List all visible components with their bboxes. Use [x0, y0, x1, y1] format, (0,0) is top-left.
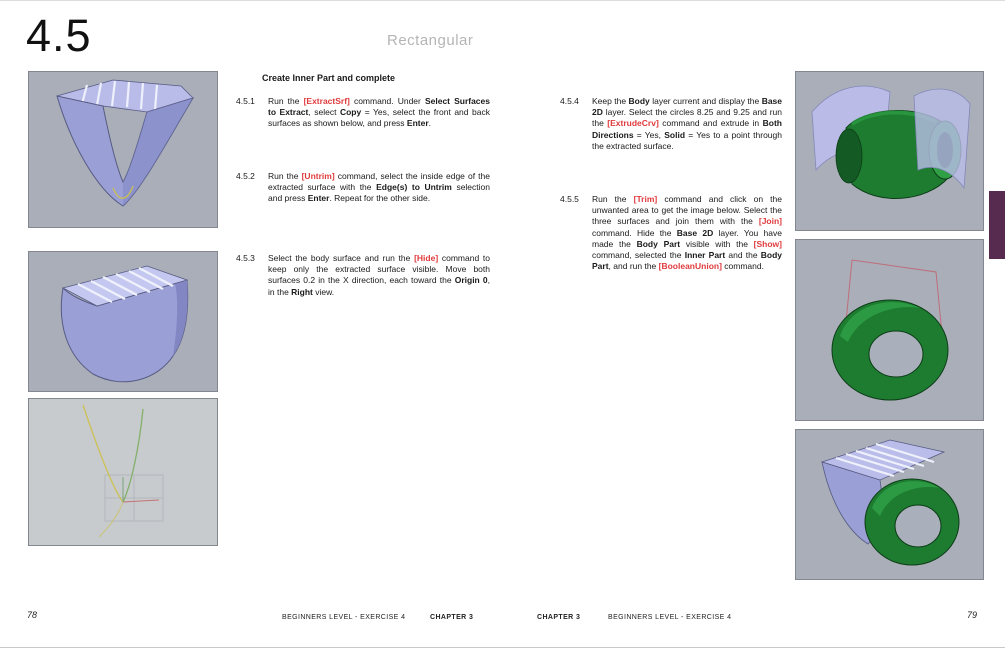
- step-number: 4.5.1: [236, 96, 255, 106]
- step-4-5-5: [560, 194, 782, 272]
- step-number: 4.5.3: [236, 253, 255, 263]
- ring-untrim-illustration: [29, 252, 217, 391]
- step-text: Run the [Untrim] command, select the inside edge of the extracted surface with the Edge(s) to Untrim selection and press Enter. Repeat for the other side.: [268, 171, 490, 204]
- left-footer-label: BEGINNERS LEVEL - EXERCISE 4: [282, 614, 406, 621]
- step-number: 4.5.2: [236, 171, 255, 181]
- right-footer-label: BEGINNERS LEVEL - EXERCISE 4: [608, 614, 732, 621]
- figure-curves-wireframe: [28, 398, 218, 546]
- figure-boolean-union-ring: [795, 429, 984, 580]
- step-4-5-4: [560, 96, 782, 152]
- figure-extrude-circles: [795, 71, 984, 231]
- step-4-5-2: [236, 171, 490, 205]
- chapter-side-tab: [989, 191, 1005, 259]
- step-text: Select the body surface and run the [Hide] command to keep only the extracted surface visible. Move both surfaces 0.2 in the X direction, each toward the Origin 0, in the Right view.: [268, 253, 491, 297]
- boolean-union-illustration: [796, 430, 983, 579]
- step-text: Run the [Trim] command and click on the unwanted area to get the image below. Select the three surfaces and join them with the [Join] command. Hide the Base 2D layer. You have made the Body Part visible with the [Show] command, selected the Inner Part and the Body Part, and run the [BooleanUnion] command.: [592, 194, 783, 272]
- step-number: 4.5.5: [560, 194, 579, 204]
- figure-ring-extract-surfaces: [28, 71, 218, 228]
- right-page-number: 79: [967, 610, 978, 620]
- left-page-number: 78: [27, 610, 38, 620]
- step-text: Run the [ExtractSrf] command. Under Select Surfaces to Extract, select Copy = Yes, select the front and back surfaces as shown below, and press Enter.: [268, 96, 490, 129]
- figure-ring-untrimmed: [28, 251, 218, 392]
- ring-extract-illustration: [29, 72, 217, 227]
- extrude-illustration: [796, 72, 983, 230]
- right-footer-chapter: CHAPTER 3: [537, 614, 581, 621]
- left-footer-chapter: CHAPTER 3: [430, 614, 474, 621]
- trim-illustration: [796, 240, 983, 420]
- step-4-5-1: [236, 96, 490, 130]
- instructions-heading: Create Inner Part and complete: [262, 73, 396, 83]
- section-number: 4.5: [26, 10, 92, 61]
- page-header-title: Rectangular: [387, 32, 474, 49]
- step-4-5-3: [236, 253, 490, 298]
- figure-trimmed-ring: [795, 239, 984, 421]
- curves-wireframe-illustration: [29, 399, 217, 545]
- step-text: Keep the Body layer current and display the Base 2D layer. Select the circles 8.25 and 9.25 and run the [ExtrudeCrv] command and extrude in Both Directions = Yes, Solid = Yes to a point through the extracted surface.: [592, 96, 783, 151]
- step-number: 4.5.4: [560, 96, 579, 106]
